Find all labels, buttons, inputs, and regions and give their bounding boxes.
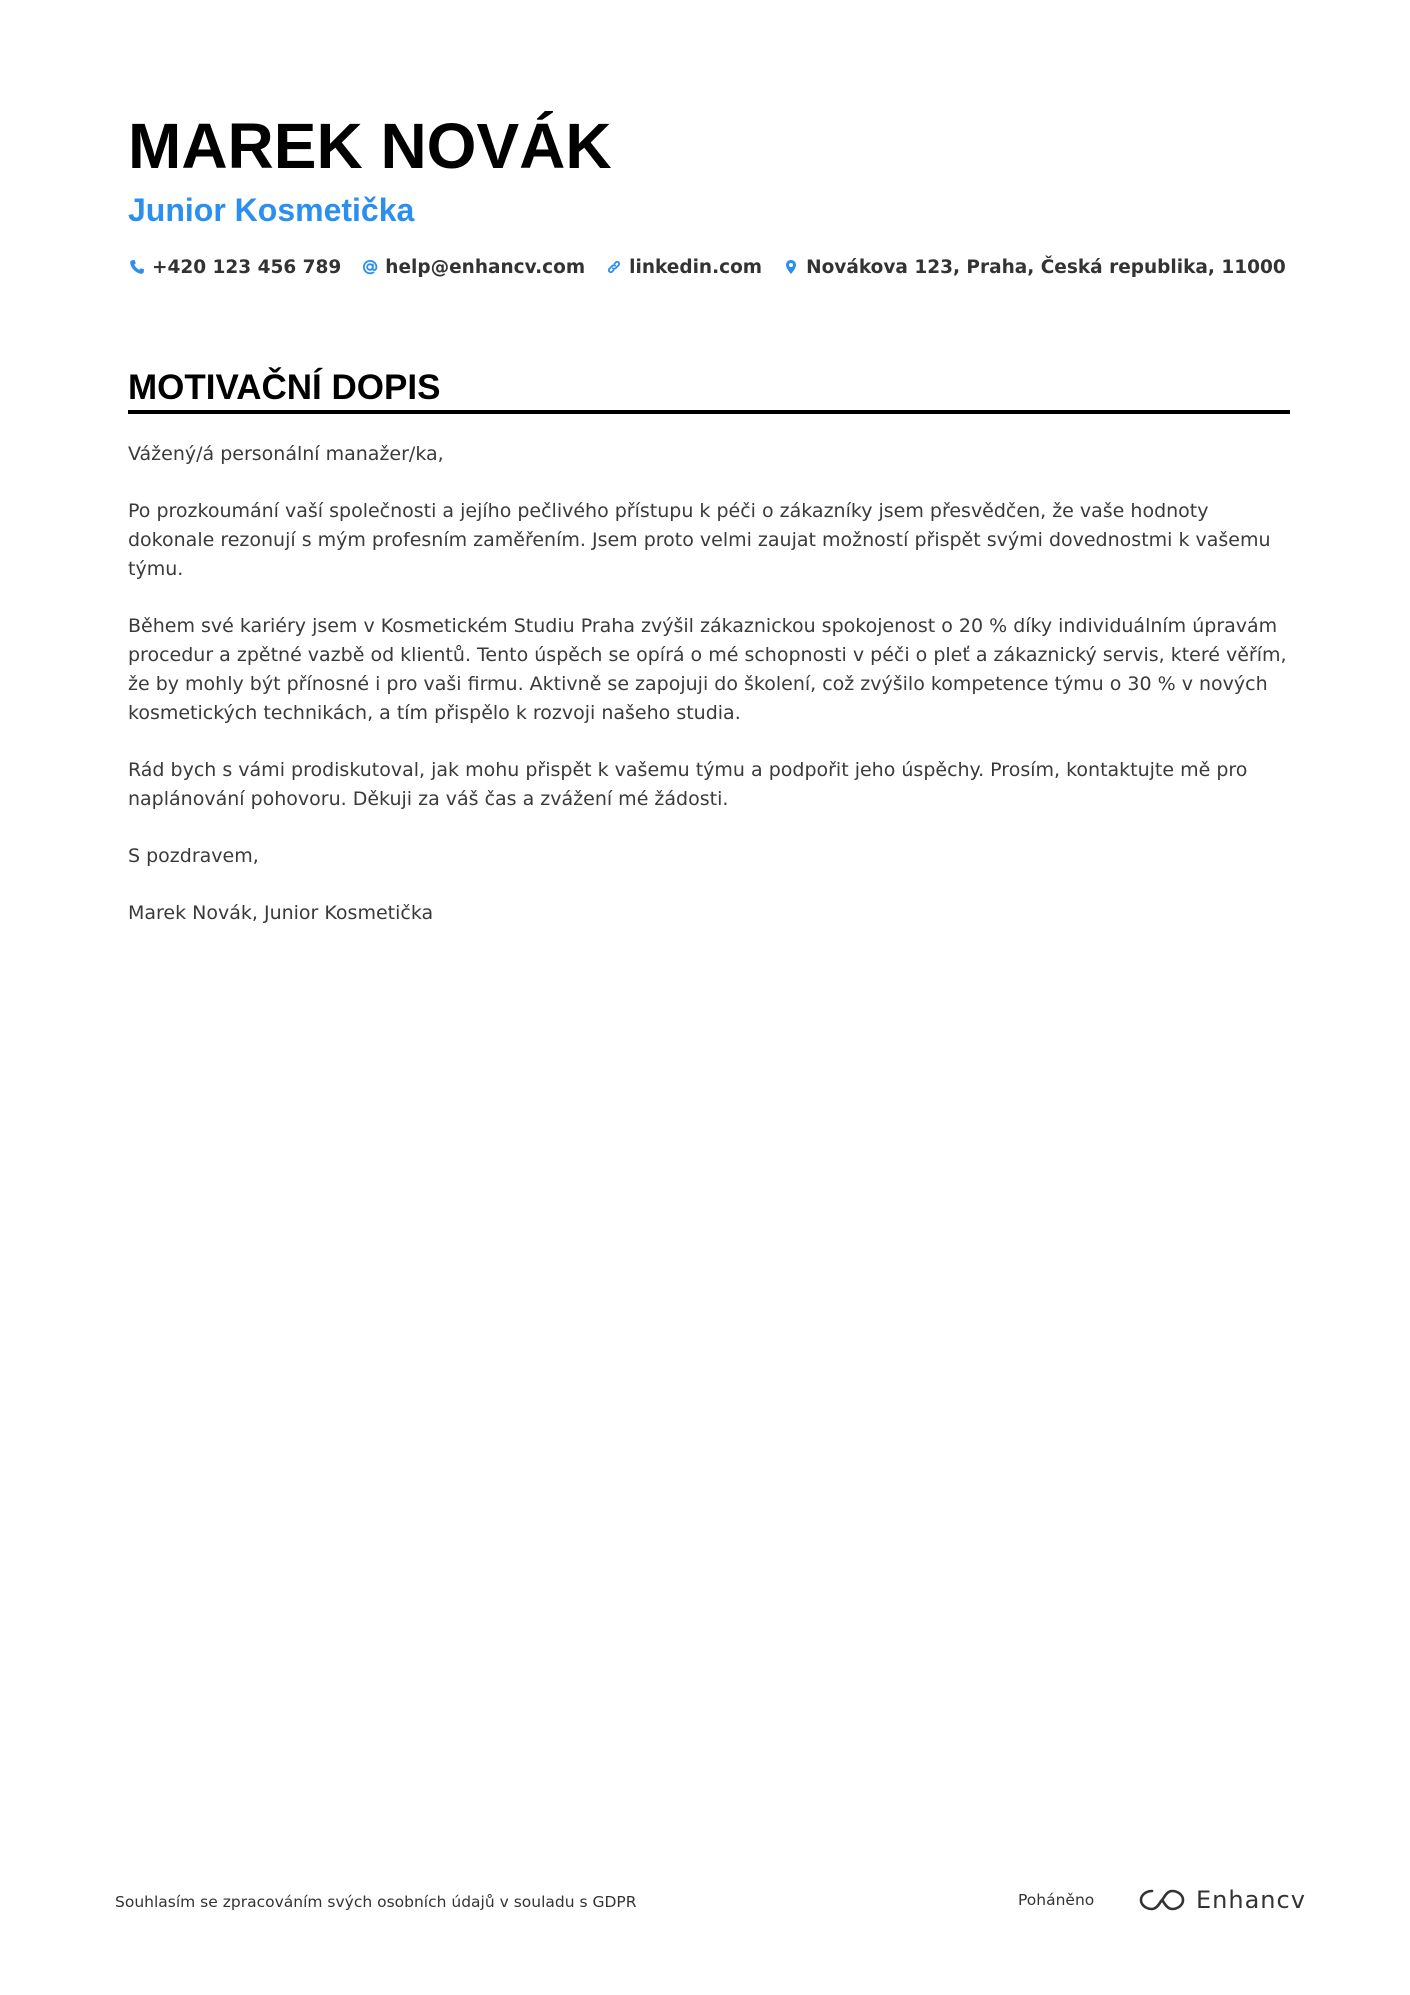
letter-closing: S pozdravem, [128, 845, 259, 867]
location-pin-icon [782, 258, 800, 276]
section-title: MOTIVAČNÍ DOPIS [128, 368, 441, 407]
enhancv-brand-name: Enhancv [1196, 1886, 1306, 1914]
candidate-name: MAREK NOVÁK [128, 110, 612, 182]
enhancv-logo-icon [1138, 1886, 1186, 1914]
contact-address-text: Novákova 123, Praha, Česká republika, 11000 [806, 256, 1286, 278]
contact-phone [128, 257, 341, 278]
enhancv-brand[interactable] [1138, 1880, 1306, 1920]
powered-by-label: Poháněno [1018, 1891, 1095, 1909]
contact-linkedin-text: linkedin.com [629, 256, 763, 278]
at-icon [361, 258, 379, 276]
contact-phone-text: +420 123 456 789 [152, 256, 342, 278]
phone-icon [128, 258, 146, 276]
contact-email-text: help@enhancv.com [385, 256, 586, 278]
letter-paragraph: Během své kariéry jsem v Kosmetickém Studiu Praha zvýšil zákaznickou spokojenost o 20 % díky individuálním úpravám procedur a zpětné vazbě od klientů. Tento úspěch se opírá o mé schopnosti v péči o pleť a zákaznický servis, které věřím, že by mohly být přínosné i pro vaši firmu. Aktivně se zapojuji do školení, což zvýšilo kompetence týmu o 30 % v nových kosmetických technikách, a tím přispělo k rozvoji našeho studia. [128, 615, 1287, 724]
candidate-job-title: Junior Kosmetička [128, 192, 415, 228]
contact-address [782, 257, 1286, 278]
contact-bar [128, 252, 1286, 282]
contact-linkedin[interactable] [605, 257, 762, 278]
gdpr-consent-text: Souhlasím se zpracováním svých osobních údajů v souladu s GDPR [115, 1893, 637, 1911]
contact-email[interactable] [361, 257, 585, 278]
link-icon [605, 258, 623, 276]
letter-paragraph: Rád bych s vámi prodiskutoval, jak mohu přispět k vašemu týmu a podpořit jeho úspěchy. Prosím, kontaktujte mě pro naplánování pohovoru. Děkuji za váš čas a zvážení mé žádosti. [128, 759, 1248, 810]
section-divider [128, 410, 1290, 414]
letter-signature: Marek Novák, Junior Kosmetička [128, 902, 434, 924]
letter-paragraph: Po prozkoumání vaší společnosti a jejího pečlivého přístupu k péči o zákazníky jsem přesvědčen, že vaše hodnoty dokonale rezonují s mým profesním zaměřením. Jsem proto velmi zaujat možností přispět svými dovednostmi k vašemu týmu. [128, 500, 1271, 580]
letter-greeting: Vážený/á personální manažer/ka, [128, 443, 444, 465]
letter-body [128, 440, 1290, 956]
